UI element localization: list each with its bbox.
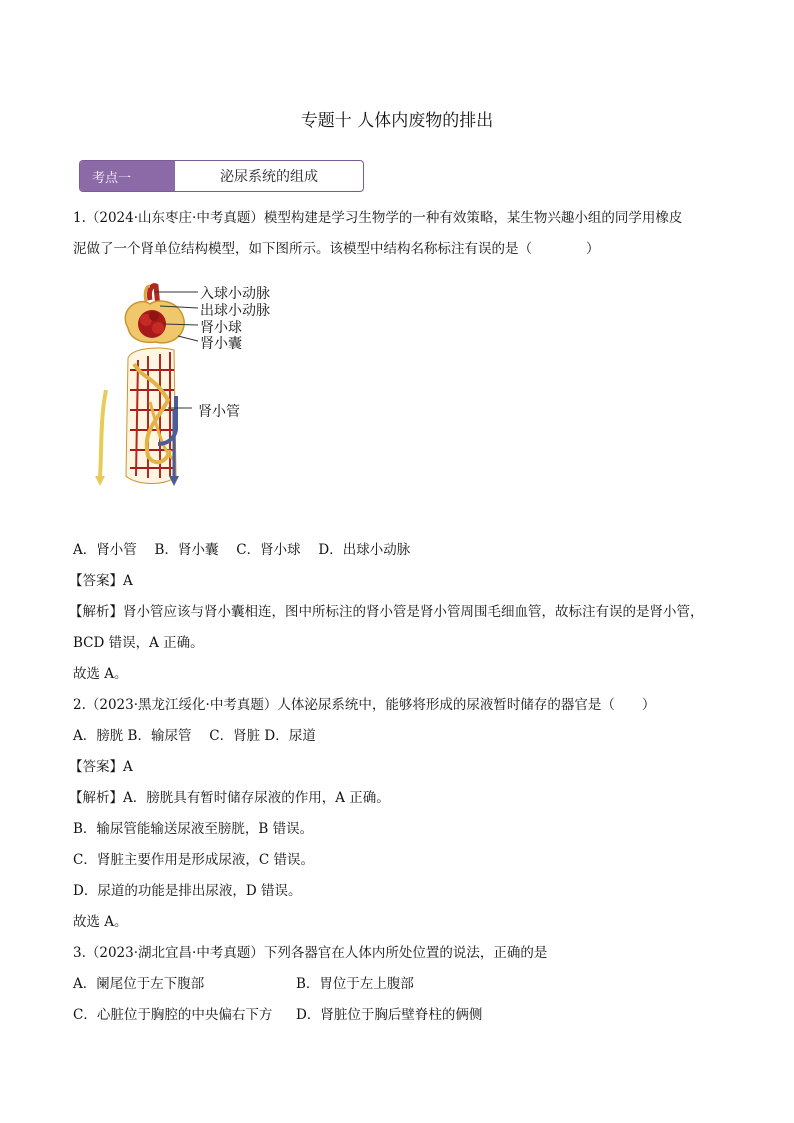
q3-option-b: B．胃位于左上腹部 [296,976,414,992]
q1-stem-line1: 1.（2024·山东枣庄·中考真题）模型构建是学习生物学的一种有效策略，某生物兴趣小组的同学用橡皮 [73,210,683,226]
q2-stem: 2.（2023·黑龙江绥化·中考真题）人体泌尿系统中，能够将形成的尿液暂时储存的器官是（ ） [73,697,656,713]
q1-analysis-line1: 【解析】肾小管应该与肾小囊相连，图中所标注的肾小管是肾小管周围毛细血管，故标注有误的是肾小管， [69,604,704,620]
q2-options: A．膀胱 B．输尿管 C．肾脏 D．尿道 [73,728,316,744]
q1-conclusion: 故选 A。 [73,666,128,682]
q1-answer: 【答案】A [69,573,133,589]
q2-conclusion: 故选 A。 [73,914,128,930]
label-afferent-arteriole: 入球小动脉 [200,286,270,302]
page-title: 专题十 人体内废物的排出 [300,111,494,131]
label-efferent-arteriole: 出球小动脉 [200,303,270,319]
label-renal-tubule: 肾小管 [198,404,240,420]
nephron-model-figure [88,280,288,495]
section-name: 泌尿系统的组成 [220,169,318,185]
q1-analysis-line2: BCD 错误，A 正确。 [73,635,204,651]
q1-stem-line2: 泥做了一个肾单位结构模型，如下图所示。该模型中结构名称标注有误的是（ ） [73,241,600,257]
q3-option-d: D．肾脏位于胸后壁脊柱的俩侧 [296,1007,483,1023]
q1-options: A．肾小管 B．肾小囊 C．肾小球 D．出球小动脉 [73,542,411,558]
q2-analysis-line: C．肾脏主要作用是形成尿液，C 错误。 [73,852,314,868]
q2-analysis-line: D．尿道的功能是排出尿液，D 错误。 [73,883,302,899]
q2-analysis-line: 【解析】A．膀胱具有暂时储存尿液的作用，A 正确。 [69,790,390,806]
q2-answer: 【答案】A [69,759,133,775]
q3-stem: 3.（2023·湖北宜昌·中考真题）下列各器官在人体内所处位置的说法，正确的是 [73,945,548,961]
section-tag: 考点一 [80,161,175,191]
section-header [79,160,364,192]
q2-analysis-line: B．输尿管能输送尿液至膀胱，B 错误。 [73,821,314,837]
label-glomerulus: 肾小球 [200,320,242,336]
q3-option-c: C．心脏位于胸腔的中央偏右下方 [73,1007,273,1023]
q3-option-a: A．阑尾位于左下腹部 [73,976,205,992]
label-bowman-capsule: 肾小囊 [200,336,242,352]
